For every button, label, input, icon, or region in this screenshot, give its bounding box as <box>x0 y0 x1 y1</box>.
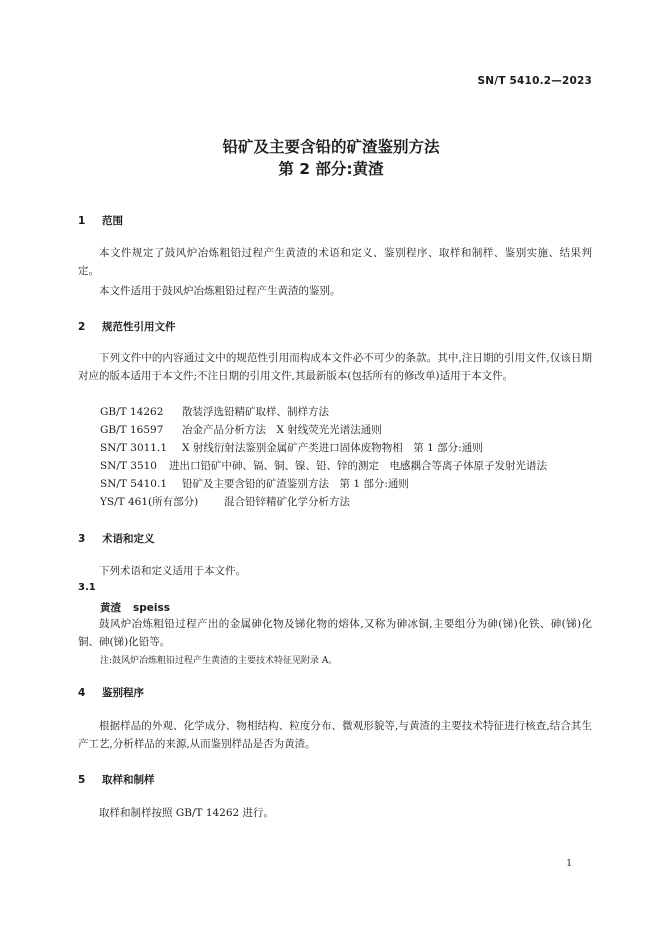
section-number: 4 <box>78 687 86 699</box>
standard-number: SN/T 5410.2—2023 <box>477 75 592 87</box>
section-title: 术语和定义 <box>102 533 155 545</box>
reference-code: YS/T 461(所有部分) <box>100 496 199 508</box>
section-heading-1 <box>78 213 123 228</box>
term-entry <box>100 600 170 615</box>
document-title: 铅矿及主要含铅的矿渣鉴别方法 <box>222 138 440 156</box>
section-number: 3 <box>78 533 86 545</box>
reference-item <box>100 404 329 419</box>
note: 注:鼓风炉冶炼粗铅过程产生黄渣的主要技术特征见附录 A。 <box>100 656 338 666</box>
reference-title: 铅矿及主要含铅的矿渣鉴别方法 第 1 部分:通则 <box>182 478 409 490</box>
paragraph: 下列文件中的内容通过文中的规范性引用而构成本文件必不可少的条款。其中,注日期的引用文件,仅该日期对应的版本适用于本文件;不注日期的引用文件,其最新版本(包括所有的修改单)适用于本文件。 <box>78 352 592 382</box>
paragraph: 取样和制样按照 GB/T 14262 进行。 <box>99 807 275 819</box>
section-title: 规范性引用文件 <box>102 321 176 333</box>
reference-code: GB/T 14262 <box>100 406 164 418</box>
section-title: 取样和制样 <box>102 774 155 786</box>
reference-item <box>100 494 350 509</box>
reference-code: SN/T 3510 <box>100 460 157 472</box>
reference-title: X 射线衍射法鉴别金属矿产类进口固体废物物相 第 1 部分:通则 <box>182 442 483 454</box>
section-heading-4 <box>78 685 144 700</box>
reference-code: SN/T 5410.1 <box>100 478 167 490</box>
term-definition: 鼓风炉冶炼粗铅过程产出的金属砷化物及锑化物的熔体,又称为砷冰铜,主要组分为砷(锑)化铁、砷(锑)化铜、砷(锑)化铅等。 <box>78 618 592 648</box>
reference-title: 冶金产品分析方法 X 射线荧光光谱法通则 <box>182 424 382 436</box>
term-english: speiss <box>133 602 170 614</box>
subclause-number: 3.1 <box>78 582 96 593</box>
reference-code: SN/T 3011.1 <box>100 442 167 454</box>
section-number: 1 <box>78 215 86 227</box>
reference-title: 混合铅锌精矿化学分析方法 <box>224 496 350 508</box>
paragraph: 本文件适用于鼓风炉冶炼粗铅过程产生黄渣的鉴别。 <box>99 285 341 297</box>
reference-title: 散装浮选铅精矿取样、制样方法 <box>182 406 329 418</box>
section-number: 2 <box>78 321 86 333</box>
reference-item <box>100 422 382 437</box>
paragraph: 本文件规定了鼓风炉冶炼粗铅过程产生黄渣的术语和定义、鉴别程序、取样和制样、鉴别实施、结果判定。 <box>78 247 592 277</box>
section-title: 范围 <box>102 215 123 227</box>
paragraph: 根据样品的外观、化学成分、物相结构、粒度分布、微观形貌等,与黄渣的主要技术特征进行核查,结合其生产工艺,分析样品的来源,从而鉴别样品是否为黄渣。 <box>78 720 592 750</box>
term-chinese: 黄渣 <box>100 602 121 614</box>
reference-code: GB/T 16597 <box>100 424 164 436</box>
section-heading-2 <box>78 319 176 334</box>
reference-item <box>100 458 547 473</box>
page-number: 1 <box>566 859 572 869</box>
section-number: 5 <box>78 774 86 786</box>
document-subtitle: 第 2 部分:黄渣 <box>278 160 384 178</box>
section-heading-3 <box>78 531 155 546</box>
section-title: 鉴别程序 <box>102 687 144 699</box>
reference-title: 进出口铅矿中砷、镉、铜、镍、铅、锌的测定 电感耦合等离子体原子发射光谱法 <box>169 460 547 472</box>
reference-item <box>100 476 409 491</box>
paragraph: 下列术语和定义适用于本文件。 <box>99 565 246 577</box>
reference-item <box>100 440 483 455</box>
section-heading-5 <box>78 772 155 787</box>
